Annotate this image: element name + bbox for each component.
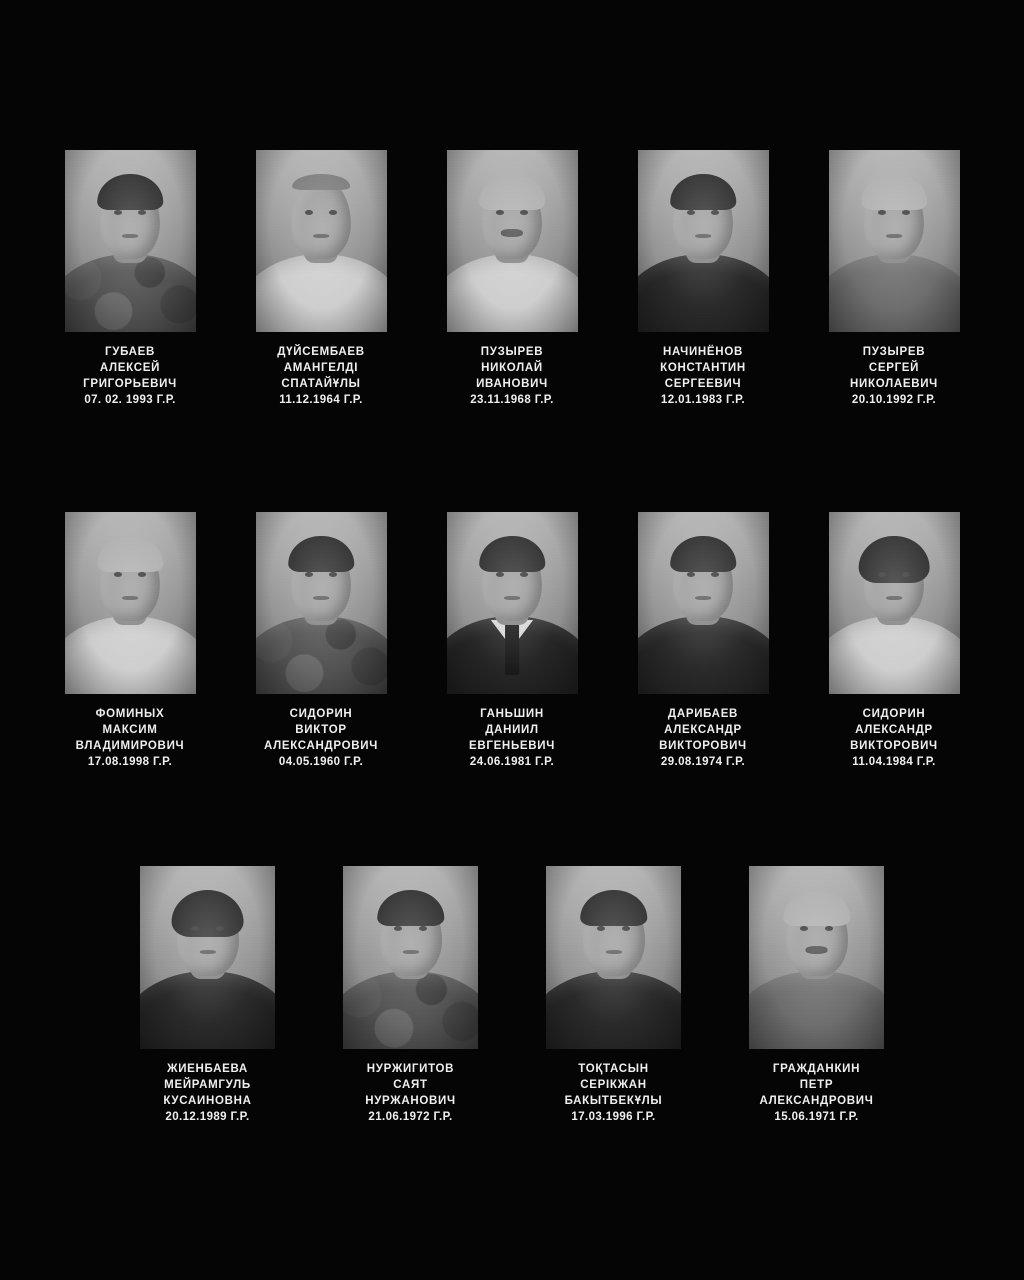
date-of-birth: 11.12.1964 Г.Р. — [279, 394, 363, 406]
patronymic: КУСАИНОВНА — [163, 1095, 252, 1107]
portrait-photo — [447, 150, 578, 332]
memorial-entry — [546, 866, 681, 1125]
date-of-birth: 29.08.1974 Г.Р. — [660, 756, 746, 768]
memorial-entry — [447, 150, 578, 408]
memorial-caption — [231, 344, 411, 408]
first-name: МАКСИМ — [102, 724, 158, 736]
patronymic: БАКЫТБЕКҰЛЫ — [564, 1095, 663, 1107]
memorial-entry — [65, 512, 196, 770]
portrait-row-2 — [0, 512, 1024, 770]
surname: ФОМИНЫХ — [95, 708, 165, 720]
patronymic: НИКОЛАЕВИЧ — [850, 378, 938, 390]
first-name: АМАНГЕЛДІ — [283, 362, 359, 374]
memorial-entry — [447, 512, 578, 770]
memorial-entry — [749, 866, 884, 1125]
portrait-photo — [343, 866, 478, 1049]
first-name: СЕРГЕЙ — [868, 362, 920, 374]
portrait-photo — [546, 866, 681, 1049]
memorial-entry — [638, 150, 769, 408]
memorial-caption — [118, 1061, 298, 1125]
surname: ДҮЙСЕМБАЕВ — [277, 346, 365, 358]
memorial-entry — [140, 866, 275, 1125]
patronymic: ГРИГОРЬЕВИЧ — [83, 378, 177, 390]
portrait-photo — [65, 512, 196, 694]
first-name: АЛЕКСАНДР — [664, 724, 742, 736]
first-name: ДАНИИЛ — [485, 724, 539, 736]
memorial-entry — [829, 512, 960, 770]
memorial-caption — [40, 344, 220, 408]
date-of-birth: 20.12.1989 Г.Р. — [165, 1111, 250, 1123]
date-of-birth: 17.03.1996 Г.Р. — [571, 1111, 656, 1123]
portrait-photo — [65, 150, 196, 332]
surname: НУРЖИГИТОВ — [366, 1063, 455, 1075]
portrait-photo — [447, 512, 578, 694]
surname: ГАНЬШИН — [480, 708, 544, 720]
memorial-caption — [727, 1061, 907, 1125]
date-of-birth: 17.08.1998 Г.Р. — [87, 756, 173, 768]
memorial-caption — [321, 1061, 501, 1125]
surname: НАЧИНЁНОВ — [663, 346, 743, 358]
portrait-photo — [638, 512, 769, 694]
date-of-birth: 24.06.1981 Г.Р. — [469, 756, 555, 768]
date-of-birth: 20.10.1992 Г.Р. — [851, 394, 937, 406]
date-of-birth: 15.06.1971 Г.Р. — [774, 1111, 859, 1123]
patronymic: ЕВГЕНЬЕВИЧ — [468, 740, 556, 752]
patronymic: АЛЕКСАНДРОВИЧ — [263, 740, 379, 752]
first-name: АЛЕКСАНДР — [855, 724, 933, 736]
memorial-caption — [422, 706, 602, 770]
patronymic: ВИКТОРОВИЧ — [850, 740, 938, 752]
first-name: ПЕТР — [799, 1079, 834, 1091]
first-name: ВИКТОР — [295, 724, 347, 736]
first-name: САЯТ — [393, 1079, 428, 1091]
first-name: СЕРІКЖАН — [580, 1079, 647, 1091]
portrait-row-3 — [0, 866, 1024, 1125]
surname: ГРАЖДАНКИН — [772, 1063, 861, 1075]
date-of-birth: 07. 02. 1993 Г.Р. — [84, 394, 176, 406]
patronymic: АЛЕКСАНДРОВИЧ — [759, 1095, 874, 1107]
portrait-photo — [829, 512, 960, 694]
surname: ПУЗЫРЕВ — [862, 346, 926, 358]
portrait-photo — [256, 150, 387, 332]
memorial-entry — [829, 150, 960, 408]
patronymic: ВИКТОРОВИЧ — [659, 740, 747, 752]
date-of-birth: 23.11.1968 Г.Р. — [470, 394, 554, 406]
memorial-caption — [804, 706, 984, 770]
memorial-entry — [256, 512, 387, 770]
patronymic: ИВАНОВИЧ — [476, 378, 548, 390]
date-of-birth: 21.06.1972 Г.Р. — [368, 1111, 453, 1123]
memorial-entry — [638, 512, 769, 770]
memorial-entry — [256, 150, 387, 408]
portrait-photo — [829, 150, 960, 332]
memorial-caption — [613, 344, 793, 408]
portrait-photo — [140, 866, 275, 1049]
memorial-caption — [40, 706, 220, 770]
first-name: КОНСТАНТИН — [660, 362, 746, 374]
portrait-photo — [638, 150, 769, 332]
memorial-caption — [804, 344, 984, 408]
date-of-birth: 12.01.1983 Г.Р. — [660, 394, 746, 406]
surname: СИДОРИН — [289, 708, 353, 720]
surname: ПУЗЫРЕВ — [480, 346, 544, 358]
date-of-birth: 04.05.1960 Г.Р. — [278, 756, 364, 768]
memorial-caption — [231, 706, 411, 770]
first-name: НИКОЛАЙ — [481, 362, 543, 374]
patronymic: СПАТАЙҰЛЫ — [281, 378, 361, 390]
surname: ДАРИБАЕВ — [667, 708, 739, 720]
patronymic: НУРЖАНОВИЧ — [365, 1095, 456, 1107]
surname: ГУБАЕВ — [105, 346, 155, 358]
surname: ТОҚТАСЫН — [578, 1063, 649, 1075]
surname: ЖИЕНБАЕВА — [167, 1063, 248, 1075]
memorial-caption — [422, 344, 602, 408]
memorial-caption — [613, 706, 793, 770]
date-of-birth: 11.04.1984 Г.Р. — [852, 756, 936, 768]
portrait-row-1 — [0, 150, 1024, 408]
portrait-photo — [256, 512, 387, 694]
patronymic: СЕРГЕЕВИЧ — [664, 378, 742, 390]
surname: СИДОРИН — [862, 708, 926, 720]
portrait-photo — [749, 866, 884, 1049]
first-name: МЕЙРАМГУЛЬ — [164, 1079, 251, 1091]
memorial-caption — [524, 1061, 704, 1125]
first-name: АЛЕКСЕЙ — [99, 362, 161, 374]
patronymic: ВЛАДИМИРОВИЧ — [75, 740, 185, 752]
memorial-entry — [65, 150, 196, 408]
memorial-entry — [343, 866, 478, 1125]
